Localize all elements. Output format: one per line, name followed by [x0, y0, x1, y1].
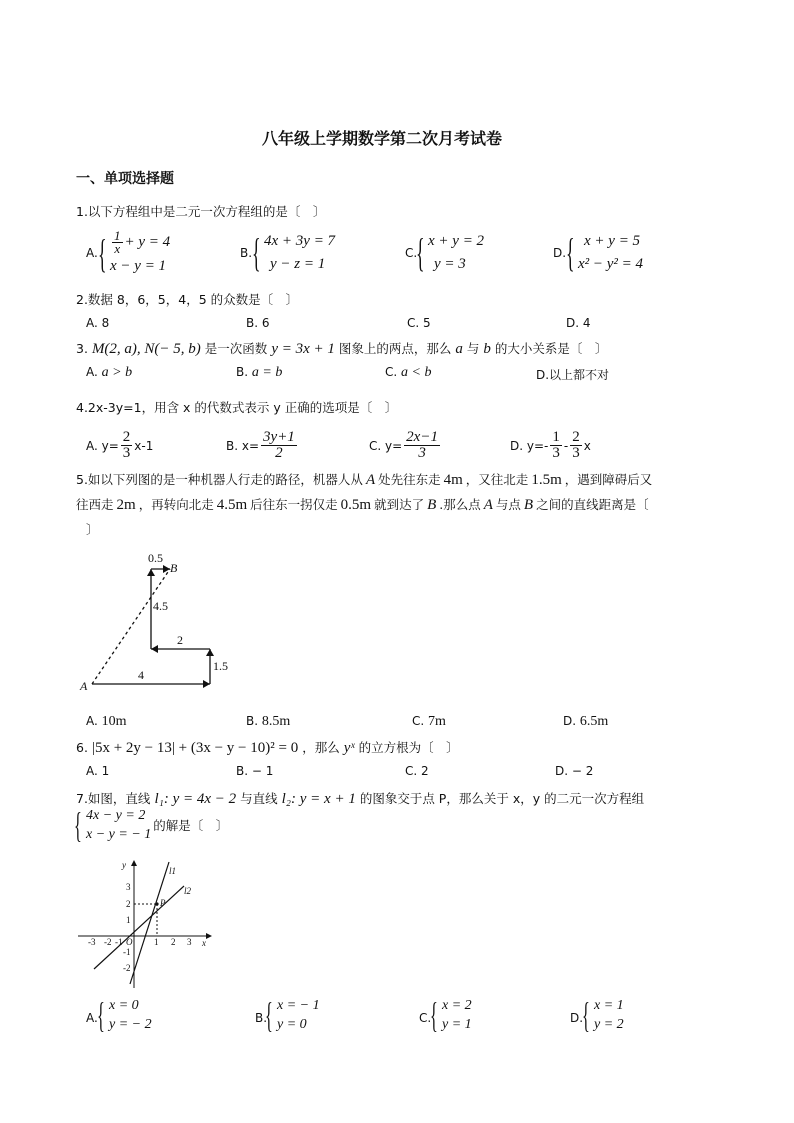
option-label: B. x=: [226, 438, 260, 453]
brace-icon: {: [430, 995, 438, 1035]
q1-option-b: [252, 230, 335, 276]
math-function: y = 3x + 1: [271, 341, 335, 357]
fraction-numerator: 3y+1: [263, 429, 295, 445]
stem-text: 是一次函数: [204, 341, 268, 356]
l2-label: l2: [184, 886, 192, 896]
math-var: B: [523, 497, 534, 513]
fraction-numerator: 1: [552, 429, 560, 445]
stem-text: 的大小关系是〔 〕: [494, 341, 608, 356]
stem-text: 5.如以下列图的是一种机器人行走的路径，机器人从: [76, 472, 363, 487]
arrow-head-icon: [151, 645, 158, 653]
label-1-5: 1.5: [213, 659, 228, 673]
origin-label: O: [126, 937, 133, 947]
q3-option-a: [86, 365, 132, 381]
arrow-head-icon: [131, 860, 137, 866]
q5-option-d: [563, 714, 608, 730]
q1-option-c-label: C.: [405, 246, 418, 260]
label-2: 2: [177, 633, 183, 647]
math-line-l1: l₁: y = 4x − 2: [154, 791, 237, 807]
q2-option-b: B. 6: [246, 316, 270, 330]
arrow-head-icon: [206, 933, 212, 939]
option-label: B.: [246, 714, 259, 728]
x-tick-label: -3: [88, 937, 96, 947]
q6-stem: [76, 738, 459, 757]
brace-icon: {: [265, 995, 273, 1035]
l1-label: l1: [169, 866, 177, 876]
stem-text: ，又往北走: [465, 472, 529, 487]
stem-text: 处先往东走: [378, 472, 441, 487]
option-expr: a > b: [101, 365, 133, 380]
q4-stem: 4.2x-3y=1，用含 x 的代数式表示 y 正确的选项是〔 〕: [76, 400, 398, 415]
equation-line: y = 2: [594, 1017, 624, 1032]
q3-option-b: [236, 365, 282, 381]
q5-option-a: [86, 714, 127, 730]
option-expr: a < b: [401, 365, 432, 380]
fraction-denominator: 3: [552, 445, 560, 461]
stem-text: 就到达了: [374, 497, 425, 512]
option-label: A.: [86, 714, 98, 728]
stem-text: 的解是〔 〕: [153, 818, 229, 833]
option-expr: a = b: [251, 365, 283, 380]
q7-option-d-label: D.: [570, 1011, 584, 1025]
fraction-numerator: 2: [122, 429, 131, 445]
math-equation: |5x + 2y − 13| + (3x − y − 10)² = 0: [91, 740, 299, 756]
stem-text: 后往东一拐仅走: [250, 497, 338, 512]
x-axis-label: x: [202, 938, 206, 948]
label-0-5: 0.5: [148, 551, 163, 565]
equation-line: x = 0: [109, 998, 139, 1013]
stem-text: 的立方根为〔 〕: [358, 740, 459, 755]
fraction-numerator: 2x−1: [406, 429, 438, 445]
section-heading: 一、单项选择题: [76, 171, 174, 187]
y-tick-label: -1: [123, 947, 131, 957]
option-label: A.: [86, 365, 98, 379]
fraction-denominator: x: [114, 241, 121, 256]
brace-icon: {: [252, 230, 261, 275]
fraction-denominator: 3: [122, 445, 131, 461]
q1-option-c: [416, 230, 484, 276]
q7-option-c: [430, 996, 472, 1034]
stem-text: 图象上的两点，那么: [338, 341, 452, 356]
equation-line: y = 1: [442, 1017, 472, 1032]
label-4-5: 4.5: [153, 599, 168, 613]
q6-option-c: C. 2: [405, 764, 429, 778]
label-a: A: [80, 679, 88, 693]
distance-value: 1.5m: [531, 472, 562, 488]
math-var: b: [483, 341, 491, 357]
q4-option-c: [369, 430, 442, 461]
fraction-denominator: 3: [572, 445, 580, 461]
math-points: M(2, a), N(− 5, b): [91, 341, 201, 357]
q5-option-c: [412, 714, 446, 730]
x-tick-label: -2: [104, 937, 112, 947]
option-label: C. y=: [369, 438, 403, 453]
q1-stem: 1.以下方程组中是二元一次方程组的是〔 〕: [76, 204, 326, 219]
stem-text: 7.如图，直线: [76, 791, 151, 806]
distance-value: 2m: [116, 497, 136, 513]
q2-option-a: A. 8: [86, 316, 110, 330]
equation-line: x = 1: [594, 998, 624, 1013]
equation-line: y − z = 1: [270, 256, 326, 272]
option-tail: x-1: [134, 438, 154, 453]
option-minus: -: [563, 438, 569, 453]
brace-icon: {: [582, 995, 590, 1035]
q3-stem: [76, 339, 607, 358]
equation-line: x = − 1: [277, 998, 320, 1013]
math-var: a: [455, 341, 463, 357]
option-label: D. y=-: [510, 438, 549, 453]
math-power: yˣ: [343, 740, 355, 756]
equation-line: x − y = − 1: [86, 827, 152, 842]
stem-text: 与直线: [240, 791, 278, 806]
arrow-head-icon: [206, 649, 214, 656]
stem-text: 往西走: [76, 497, 114, 512]
q1-option-a: [98, 230, 170, 278]
q1-option-b-label: B.: [240, 246, 253, 260]
math-line-l2: l₂: y = x + 1: [281, 791, 356, 807]
stem-text: ，再转向北走: [138, 497, 214, 512]
q5-stem-line3: 〕: [86, 522, 99, 537]
q2-stem: 2.数据 8，6，5，4，5 的众数是〔 〕: [76, 292, 299, 307]
q4-option-a: [86, 430, 153, 461]
straight-distance-line: [92, 569, 170, 684]
math-var: A: [365, 472, 376, 488]
line-l1: [130, 862, 169, 984]
math-var: A: [483, 497, 493, 513]
distance-value: 0.5m: [340, 497, 372, 513]
x-tick-label: 2: [171, 937, 176, 947]
equation-line: x² − y² = 4: [578, 256, 644, 272]
q5-stem-line1: [76, 470, 652, 489]
line-graph-figure: [76, 856, 216, 996]
stem-text: 与: [466, 341, 480, 356]
question-number: 3.: [76, 341, 88, 356]
math-var: B: [427, 497, 437, 513]
q1-option-d: [566, 230, 643, 276]
stem-text: 的图象交于点 P，那么关于 x，y 的二元一次方程组: [359, 791, 645, 806]
fraction-denominator: 3: [418, 445, 426, 461]
fraction-numerator: 1: [114, 228, 121, 243]
brace-icon: {: [97, 995, 105, 1035]
option-expr: 10m: [101, 714, 127, 729]
equation-line: x + y = 5: [584, 233, 641, 249]
y-tick-label: 3: [126, 882, 131, 892]
equation-line: 4x − y = 2: [86, 808, 146, 823]
page-title: 八年级上学期数学第二次月考试卷: [262, 129, 503, 148]
option-label: C.: [412, 714, 425, 728]
x-tick-label: 1: [154, 937, 159, 947]
p-label: P: [160, 898, 166, 908]
q7-option-d: [582, 996, 624, 1034]
q7-system: [74, 806, 228, 844]
q7-option-b: [265, 996, 320, 1034]
q2-option-d: D. 4: [566, 316, 591, 330]
option-expr: 8.5m: [261, 714, 291, 729]
equation-line: x + y = 2: [428, 233, 485, 249]
q2-option-c: C. 5: [407, 316, 431, 330]
q1-option-d-label: D.: [553, 246, 567, 260]
stem-text: 之间的直线距离是〔: [536, 497, 649, 512]
q3-option-c: [385, 365, 431, 381]
robot-path-figure: [76, 548, 236, 698]
distance-value: 4m: [443, 472, 463, 488]
label-b: B: [170, 561, 178, 575]
option-label: B.: [236, 365, 249, 379]
equation-line: y = 3: [434, 256, 466, 272]
option-tail: x: [583, 438, 591, 453]
brace-icon: {: [74, 805, 82, 845]
q5-stem-line2: [76, 495, 649, 514]
option-label: C.: [385, 365, 398, 379]
q3-option-d: D.以上都不对: [536, 368, 610, 382]
y-tick-label: -2: [123, 963, 131, 973]
equation-line: 4x + 3y = 7: [264, 233, 336, 249]
arrow-head-icon: [163, 565, 170, 573]
label-4: 4: [138, 668, 144, 682]
arrow-head-icon: [147, 569, 155, 576]
q4-option-b: [226, 430, 299, 461]
distance-value: 4.5m: [216, 497, 248, 513]
equation-line: y = 0: [277, 1017, 307, 1032]
q6-option-b: B. − 1: [236, 764, 274, 778]
q5-option-b: [246, 714, 290, 730]
option-label: D.: [563, 714, 577, 728]
stem-text: ，那么: [302, 740, 340, 755]
q6-option-d: D. − 2: [555, 764, 594, 778]
x-tick-label: 3: [187, 937, 192, 947]
q7-option-c-label: C.: [419, 1011, 432, 1025]
q6-option-a: A. 1: [86, 764, 110, 778]
y-tick-label: 2: [126, 899, 131, 909]
stem-text: 与点: [495, 497, 521, 512]
equation-line: + y = 4: [124, 233, 171, 250]
q1-option-a-label: A.: [86, 246, 98, 260]
point-p: [155, 902, 158, 905]
fraction-denominator: 2: [275, 445, 283, 461]
q7-option-a-label: A.: [86, 1011, 98, 1025]
brace-icon: {: [416, 230, 425, 275]
option-label: A. y=: [86, 438, 119, 453]
y-tick-label: 1: [126, 915, 131, 925]
equation-line: x = 2: [442, 998, 472, 1013]
q7-option-a: [97, 996, 152, 1034]
arrow-head-icon: [203, 680, 210, 688]
q7-option-b-label: B.: [255, 1011, 268, 1025]
y-axis-label: y: [122, 860, 126, 870]
stem-text: .那么点: [439, 497, 481, 512]
fraction-numerator: 2: [572, 429, 580, 445]
stem-text: ，遇到障碍后又: [564, 472, 653, 487]
brace-icon: {: [566, 230, 575, 275]
equation-line: x − y = 1: [110, 258, 167, 274]
equation-line: y = − 2: [109, 1017, 152, 1032]
q4-option-d: [510, 430, 591, 461]
option-expr: 6.5m: [579, 714, 609, 729]
x-tick-label: -1: [115, 937, 123, 947]
question-number: 6.: [76, 740, 88, 755]
brace-icon: {: [98, 231, 107, 276]
option-expr: 7m: [428, 714, 446, 729]
